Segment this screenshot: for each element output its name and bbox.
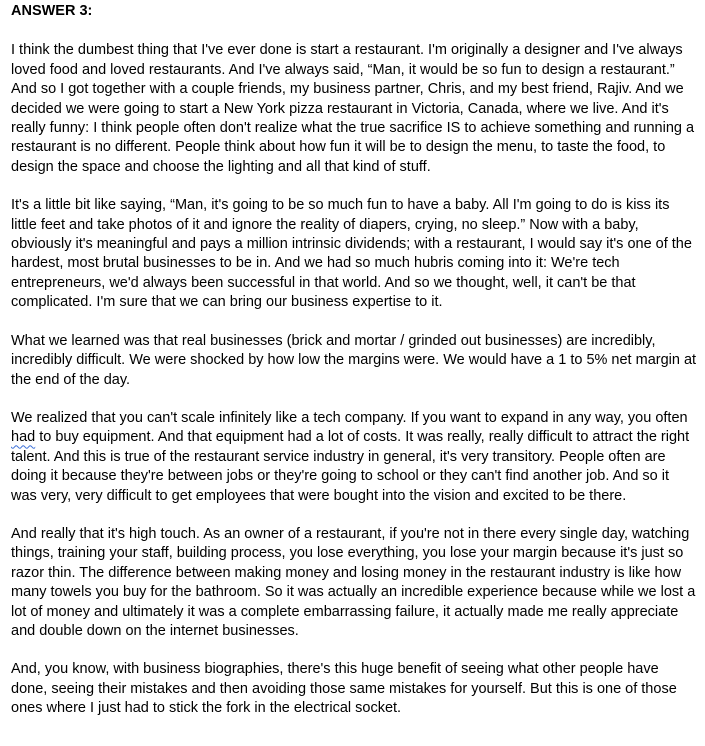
- paragraph-6: And, you know, with business biographies, there's this huge benefit of seeing what other people have done, seeing their mistakes and then avoiding those same mistakes for yourself. But this is one of those ones where I just had to stick the fork in the electrical socket.: [11, 661, 677, 717]
- paragraph-4-text-after: to buy equipment. And that equipment had a lot of costs. It was really, really difficult to attract the right talent. And this is true of the restaurant service industry in general, it's very transitory. People often are doing it because they're between jobs or they're going to school or they can't find another job. And so it was very, very difficult to get employees that were bought into the vision and excited to be there.: [11, 429, 690, 504]
- paragraph-2: It's a little bit like saying, “Man, it's going to be so much fun to have a baby. All I'm going to do is kiss its little feet and take photos of it and ignore the reality of diapers, crying, no sleep.” Now with a baby, obviously it's meaningful and pays a million intrinsic dividends; with a restaurant, I would say it's one of the hardest, most brutal businesses to be in. And we had so much hubris coming into it: We're tech entrepreneurs, we'd always been successful in that world. And so we thought, well, it can't be that complicated. I'm sure that we can bring our business expertise to it.: [11, 197, 692, 311]
- paragraph-4-text-before: We realized that you can't scale infinitely like a tech company. If you want to expand in any way, you often: [11, 409, 688, 426]
- answer-heading: ANSWER 3:: [11, 3, 93, 19]
- paragraph-1: I think the dumbest thing that I've ever done is start a restaurant. I'm originally a designer and I've always loved food and loved restaurants. And I've always said, “Man, it would be so fun to design a restaurant.” And so I got together with a couple friends, my business partner, Chris, and my best friend, Rajiv. And we decided we were going to start a New York pizza restaurant in Victoria, Canada, where we live. And it's really funny: I think people often don't realize what the true sacrifice IS to achieve something and running a restaurant is no different. People think about how fun it will be to design the menu, to taste the food, to design the space and choose the lighting and all that kind of stuff.: [11, 42, 695, 175]
- paragraph-4: [11, 409, 697, 506]
- paragraph-3: What we learned was that real businesses (brick and mortar / grinded out businesses) are incredibly, incredibly difficult. We were shocked by how low the margins were. We would have a 1 to 5% net margin at the end of the day.: [11, 332, 697, 388]
- spellcheck-flagged-word[interactable]: had: [11, 429, 36, 446]
- paragraph-5: And really that it's high touch. As an owner of a restaurant, if you're not in there every single day, watching things, training your staff, building process, you lose everything, you lose your margin because it's just so razor thin. The difference between making money and losing money in the restaurant industry is like how many towels you buy for the bathroom. So it was actually an incredible experience because while we lost a lot of money and ultimately it was a complete embarrassing failure, it actually made me really appreciate and double down on the internet businesses.: [11, 525, 696, 639]
